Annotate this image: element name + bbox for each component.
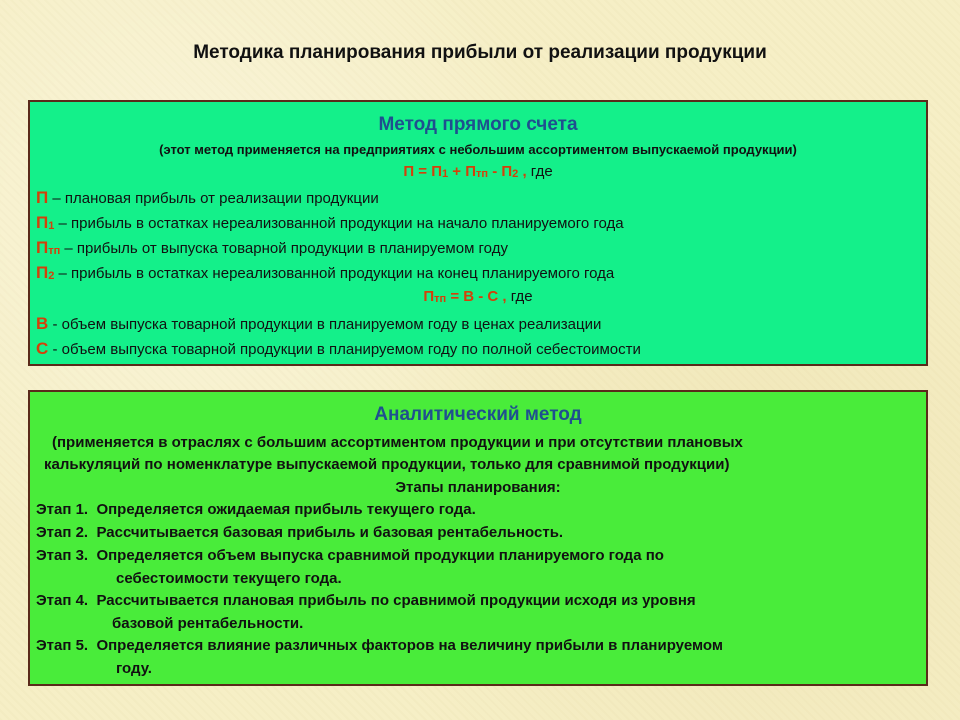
definition-text: – прибыль в остатках нереализованной продукции на начало планируемого года bbox=[54, 215, 624, 232]
stage-label: Этап 3. bbox=[36, 547, 89, 564]
definition-symbol-sub: 2 bbox=[48, 270, 55, 282]
stage-text: Рассчитывается плановая прибыль по сравнимой продукции исходя из уровня bbox=[96, 592, 696, 609]
stage-text: Определяется ожидаемая прибыль текущего года. bbox=[96, 501, 476, 518]
definition-p2 bbox=[36, 263, 614, 283]
stage-3-continuation: себестоимости текущего года. bbox=[116, 570, 342, 587]
definition-v bbox=[36, 314, 601, 334]
slide-title: Методика планирования прибыли от реализации продукции bbox=[193, 42, 767, 63]
stage-label: Этап 2. bbox=[36, 524, 89, 541]
formula-comma: , bbox=[518, 163, 527, 180]
stage-5 bbox=[36, 637, 723, 654]
formula-plus: + bbox=[448, 163, 466, 180]
stage-label: Этап 4. bbox=[36, 592, 89, 609]
formula2-rhs: = В - С , bbox=[446, 288, 507, 305]
stages-title: Этапы планирования: bbox=[395, 479, 561, 496]
analytic-method-panel bbox=[28, 390, 928, 686]
definition-text: - объем выпуска товарной продукции в планируемом году в ценах реализации bbox=[48, 316, 602, 333]
direct-method-note: (этот метод применяется на предприятиях с небольшим ассортиментом выпускаемой продукции) bbox=[159, 142, 797, 157]
analytic-note-line-1: (применяется в отраслях с большим ассортиментом продукции и при отсутствии плановых bbox=[52, 434, 743, 451]
direct-method-panel bbox=[28, 100, 928, 366]
stage-4 bbox=[36, 592, 696, 609]
formula2-lhs: П bbox=[423, 288, 435, 305]
formula-term-1-sub: 1 bbox=[441, 168, 449, 180]
formula-term-1: П bbox=[431, 163, 442, 180]
definition-text: – прибыль в остатках нереализованной продукции на конец планируемого года bbox=[54, 265, 615, 282]
definition-symbol: П bbox=[36, 213, 49, 232]
definition-symbol-sub: тп bbox=[48, 245, 61, 257]
analytic-method-heading: Аналитический метод bbox=[374, 404, 582, 425]
stage-1 bbox=[36, 501, 476, 518]
definition-symbol-sub: 1 bbox=[48, 220, 55, 232]
stage-label: Этап 5. bbox=[36, 637, 89, 654]
formula-lhs: П bbox=[403, 163, 415, 180]
formula-term-2: П bbox=[465, 163, 476, 180]
stage-text: Рассчитывается базовая прибыль и базовая рентабельность. bbox=[96, 524, 564, 541]
definition-ptp bbox=[36, 238, 508, 258]
definition-p1 bbox=[36, 213, 624, 233]
definition-symbol: В bbox=[36, 314, 49, 333]
stage-label: Этап 1. bbox=[36, 501, 89, 518]
profit-formula bbox=[30, 163, 926, 180]
formula-term-2-sub: тп bbox=[476, 168, 489, 180]
commodity-profit-formula bbox=[30, 288, 926, 305]
definition-s bbox=[36, 339, 641, 359]
formula-minus: - bbox=[488, 163, 502, 180]
formula2-lhs-sub: тп bbox=[434, 293, 447, 305]
formula-where: где bbox=[526, 163, 553, 180]
definition-text: - объем выпуска товарной продукции в планируемом году по полной себестоимости bbox=[48, 341, 641, 358]
formula2-where: где bbox=[506, 288, 533, 305]
direct-method-heading: Метод прямого счета bbox=[378, 114, 578, 135]
formula-term-3-sub: 2 bbox=[512, 168, 519, 180]
stage-3 bbox=[36, 547, 664, 564]
stage-2 bbox=[36, 524, 563, 541]
definition-symbol: П bbox=[36, 238, 49, 257]
definition-symbol: С bbox=[36, 339, 49, 358]
definition-p bbox=[36, 188, 379, 208]
stage-5-continuation: году. bbox=[116, 660, 152, 677]
stage-4-continuation: базовой рентабельности. bbox=[112, 615, 304, 632]
definition-symbol: П bbox=[36, 263, 49, 282]
definition-symbol: П bbox=[36, 188, 49, 207]
stage-text: Определяется влияние различных факторов на величину прибыли в планируемом bbox=[96, 637, 723, 654]
stage-text: Определяется объем выпуска сравнимой продукции планируемого года по bbox=[96, 547, 664, 564]
formula-eq: = bbox=[414, 163, 432, 180]
definition-text: – прибыль от выпуска товарной продукции в планируемом году bbox=[60, 240, 508, 257]
analytic-note-line-2: калькуляций по номенклатуре выпускаемой продукции, только для сравнимой продукции) bbox=[44, 456, 730, 473]
formula-term-3: П bbox=[501, 163, 513, 180]
definition-text: – плановая прибыль от реализации продукции bbox=[48, 190, 379, 207]
